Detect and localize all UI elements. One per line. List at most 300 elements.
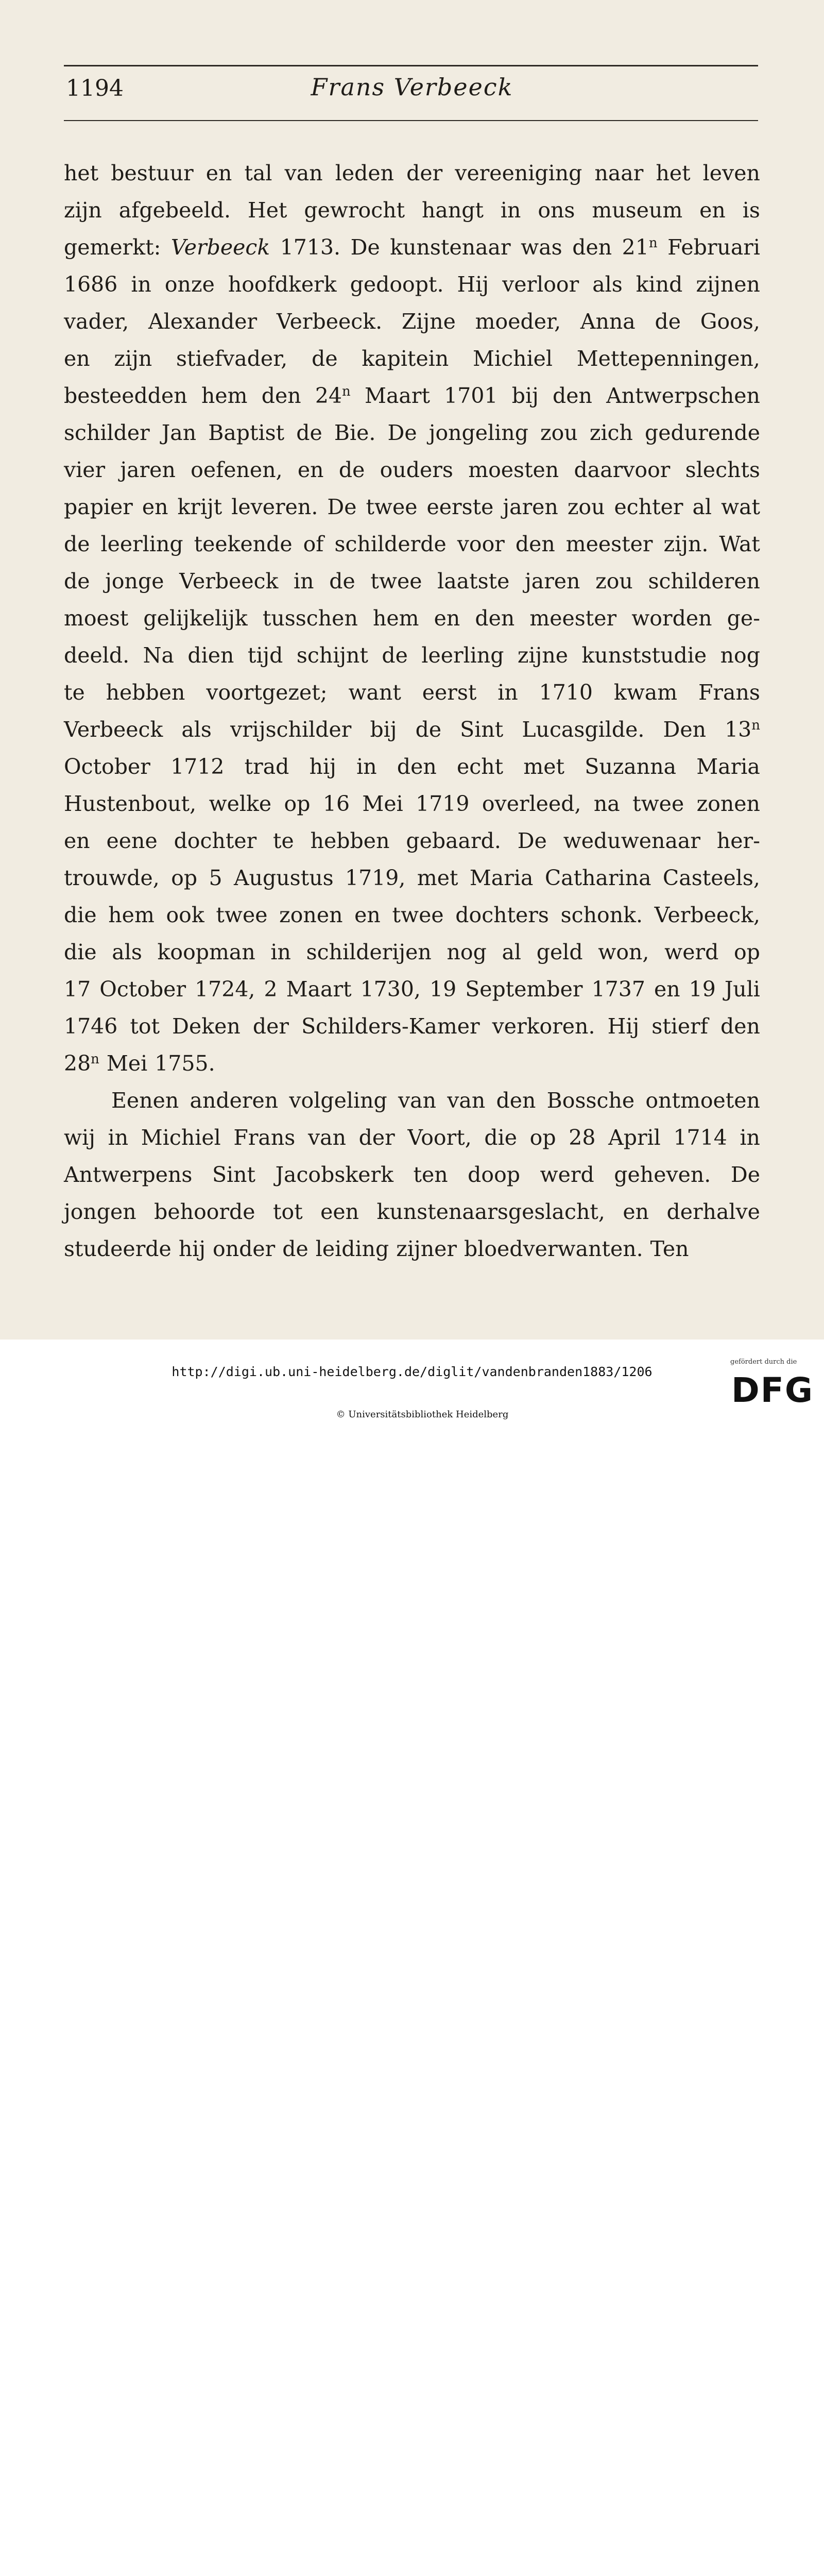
- word: tal: [244, 161, 272, 185]
- word: of: [303, 532, 324, 556]
- word: zou: [540, 420, 578, 445]
- word: in: [356, 754, 377, 779]
- word: en: [699, 198, 726, 223]
- word: trouwde,: [64, 866, 160, 890]
- word: teekende: [194, 532, 293, 556]
- word: Frans: [698, 680, 760, 705]
- word: hebben: [106, 680, 185, 705]
- text-line: [64, 822, 760, 859]
- word: gelijkelijk: [143, 606, 248, 631]
- word: 1714: [673, 1125, 727, 1150]
- word: en: [205, 161, 232, 185]
- text-line: [64, 526, 760, 563]
- word: in: [500, 198, 521, 223]
- word: 1724,: [195, 977, 255, 1002]
- word: hebben: [310, 828, 390, 853]
- word: jaren: [120, 457, 176, 482]
- word: nog: [720, 643, 760, 668]
- word: zou: [567, 495, 605, 519]
- text-line: [64, 266, 760, 303]
- word: gebaard.: [406, 828, 501, 853]
- word: besteedden: [64, 383, 187, 408]
- word: Deken: [172, 1014, 241, 1039]
- text-line: [64, 600, 760, 637]
- word: met: [417, 866, 458, 890]
- word: doop: [468, 1162, 521, 1187]
- word: Jan: [161, 420, 197, 445]
- text-line: [64, 1082, 760, 1119]
- word: in: [270, 940, 291, 964]
- word: Maart: [365, 383, 430, 408]
- word: ons: [538, 198, 575, 223]
- word: Jacobskerk: [275, 1162, 393, 1187]
- word: meester: [565, 532, 653, 556]
- word: die: [64, 903, 97, 927]
- word: voortgezet;: [206, 680, 328, 705]
- word: krijt: [177, 495, 222, 519]
- word: den: [397, 754, 437, 779]
- word: ge-: [727, 606, 760, 631]
- word: Goos,: [700, 309, 760, 334]
- word: Frans: [233, 1125, 296, 1150]
- funding-note: gefördert durch die: [730, 1358, 797, 1366]
- word: geld: [536, 940, 583, 964]
- word: is: [742, 198, 760, 223]
- word: Suzanna: [585, 754, 677, 779]
- text-line: [64, 896, 760, 934]
- word: Maria: [696, 754, 760, 779]
- word: schilderijen: [306, 940, 432, 964]
- word: 28$^n$: [64, 1051, 99, 1076]
- word: zijne: [517, 643, 569, 668]
- word: van: [447, 1088, 486, 1113]
- word: tijd: [247, 643, 283, 668]
- word: stiefvader,: [176, 346, 288, 371]
- word: De: [517, 828, 547, 853]
- word: behoorde: [154, 1199, 255, 1224]
- word: overleed,: [482, 791, 581, 816]
- word: wij: [64, 1125, 95, 1150]
- word: 1719: [416, 791, 470, 816]
- page-number: 1194: [66, 75, 124, 101]
- word: zich: [589, 420, 633, 445]
- word: gemerkt:: [64, 235, 161, 260]
- word: was: [521, 235, 562, 260]
- word: gewrocht: [304, 198, 405, 223]
- word: Het: [247, 198, 287, 223]
- word: slechts: [685, 457, 760, 482]
- word: ten: [413, 1162, 448, 1187]
- word: bij: [511, 383, 539, 408]
- word: vereeniging: [455, 161, 582, 185]
- word: den: [261, 383, 301, 408]
- text-line: [64, 451, 760, 488]
- word: tot: [273, 1199, 303, 1224]
- word: werd: [664, 940, 719, 964]
- word: Voort,: [407, 1125, 472, 1150]
- copyright-notice: © Universitätsbibliothek Heidelberg: [336, 1409, 509, 1420]
- word: hem: [201, 383, 248, 408]
- word: Den: [663, 717, 707, 742]
- word: de: [338, 457, 365, 482]
- word: zijner: [396, 1236, 457, 1261]
- word: naar: [594, 161, 644, 185]
- word: en: [64, 346, 90, 371]
- text-line: [64, 637, 760, 674]
- word: leerling: [421, 643, 504, 668]
- word: won,: [598, 940, 649, 964]
- word: Ten: [650, 1236, 689, 1261]
- dfg-logo: DFG: [731, 1370, 814, 1410]
- word: jaren: [525, 569, 580, 594]
- text-line: [64, 1230, 760, 1267]
- word: twee: [370, 569, 422, 594]
- word: 13$^n$: [725, 717, 760, 742]
- word: in: [131, 272, 151, 297]
- text-line: [64, 155, 760, 192]
- text-line: [64, 1119, 760, 1156]
- word: als: [112, 940, 142, 964]
- word: en: [354, 903, 381, 927]
- word: Zijne: [401, 309, 456, 334]
- word: eene: [106, 828, 158, 853]
- text-line: [64, 971, 760, 1008]
- word: en: [623, 1199, 649, 1224]
- word: dochters: [455, 903, 549, 927]
- word: vrijschilder: [230, 717, 352, 742]
- word: twee: [632, 791, 684, 816]
- word: bij: [370, 717, 397, 742]
- text-line: [64, 414, 760, 451]
- word: jongen: [64, 1199, 136, 1224]
- word: Michiel: [473, 346, 553, 371]
- word: de: [655, 309, 681, 334]
- text-line: [64, 303, 760, 340]
- word: Maart: [286, 977, 352, 1002]
- text-line: [64, 563, 760, 600]
- body-text: [64, 155, 760, 1267]
- word: want: [348, 680, 401, 705]
- word: hij: [178, 1236, 206, 1261]
- text-line: [64, 1008, 760, 1045]
- word: onder: [213, 1236, 276, 1261]
- word: Mei: [106, 1051, 148, 1076]
- word: Casteels,: [662, 866, 760, 890]
- word: al: [502, 940, 522, 964]
- word: anderen: [190, 1088, 279, 1113]
- word: de: [64, 569, 90, 594]
- word: September: [465, 977, 583, 1002]
- word: en: [142, 495, 168, 519]
- text-line: [64, 1193, 760, 1230]
- text-line: [64, 192, 760, 229]
- word: derhalve: [666, 1199, 760, 1224]
- word: Catharina: [544, 866, 651, 890]
- text-line: [64, 340, 760, 377]
- word: leiding: [315, 1236, 389, 1261]
- word: 24$^n$: [315, 383, 351, 408]
- source-url-link[interactable]: http://digi.ub.uni-heidelberg.de/diglit/vandenbranden1883/1206: [171, 1364, 653, 1379]
- word: den: [572, 235, 612, 260]
- word: Augustus: [234, 866, 334, 890]
- word: tot: [130, 1014, 160, 1039]
- word: 17: [64, 977, 91, 1002]
- word: ontmoeten: [645, 1088, 760, 1113]
- word: 1737: [591, 977, 645, 1002]
- word: werd: [540, 1162, 594, 1187]
- word: kwam: [613, 680, 678, 705]
- word: den: [515, 532, 555, 556]
- word: moesten: [468, 457, 559, 482]
- word: de: [64, 532, 90, 556]
- word: hem: [372, 606, 419, 631]
- word: nog: [447, 940, 487, 964]
- word: Na: [143, 643, 174, 668]
- word: hij: [309, 754, 336, 779]
- text-line: [64, 229, 760, 266]
- word: Verbeeck: [64, 717, 163, 742]
- word: op: [171, 866, 198, 890]
- text-line: [64, 748, 760, 785]
- word: als: [181, 717, 212, 742]
- word: twee: [392, 903, 444, 927]
- word: eerst: [422, 680, 477, 705]
- word: jonge: [105, 569, 164, 594]
- word: kunstenaarsgeslacht,: [376, 1199, 605, 1224]
- word: Bie.: [334, 420, 376, 445]
- running-title: Frans Verbeeck: [311, 73, 513, 101]
- word: Eenen: [111, 1088, 179, 1113]
- word: als: [592, 272, 623, 297]
- word: op: [529, 1125, 556, 1150]
- word: schilder: [64, 420, 150, 445]
- word: Schilders-Kamer: [301, 1014, 480, 1039]
- word: 1755.: [154, 1051, 215, 1076]
- word: studeerde: [64, 1236, 171, 1261]
- word: vier: [64, 457, 106, 482]
- word: schilderde: [334, 532, 447, 556]
- word: Sint: [460, 717, 504, 742]
- word: tusschen: [262, 606, 358, 631]
- word: 1701: [444, 383, 498, 408]
- word: Hij: [607, 1014, 640, 1039]
- word: laatste: [437, 569, 510, 594]
- word: een: [320, 1199, 359, 1224]
- word: hangt: [422, 198, 484, 223]
- word: hoofdkerk: [228, 272, 337, 297]
- word: vader,: [64, 309, 129, 334]
- word: van: [398, 1088, 436, 1113]
- header-rule-bottom: [64, 120, 758, 121]
- word: in: [294, 569, 314, 594]
- word: Verbeeck.: [276, 309, 383, 334]
- word: October: [64, 754, 150, 779]
- word: Mettepenningen,: [576, 346, 760, 371]
- word: op: [733, 940, 760, 964]
- word: moest: [64, 606, 129, 631]
- word: zijn.: [663, 532, 709, 556]
- word: moeder,: [475, 309, 561, 334]
- word: Hij: [457, 272, 489, 297]
- word: Anna: [580, 309, 636, 334]
- word: zou: [595, 569, 633, 594]
- word: kunststudie: [581, 643, 707, 668]
- word: 19: [430, 977, 457, 1002]
- word: koopman: [157, 940, 255, 964]
- word: in: [740, 1125, 760, 1150]
- word: October: [99, 977, 186, 1002]
- word: den: [720, 1014, 760, 1039]
- word: kapitein: [362, 346, 449, 371]
- word: Alexander: [148, 309, 258, 334]
- word: leven: [702, 161, 760, 185]
- text-line: [64, 377, 760, 414]
- word: gedoopt.: [350, 272, 444, 297]
- word: Lucasgilde.: [522, 717, 645, 742]
- word: het: [64, 161, 99, 185]
- word: schonk.: [560, 903, 643, 927]
- word: museum: [592, 198, 683, 223]
- word: April: [608, 1125, 661, 1150]
- text-line: [64, 1045, 760, 1082]
- word: op: [284, 791, 311, 816]
- word: zijn: [64, 198, 102, 223]
- word: zonen: [696, 791, 760, 816]
- word: her-: [716, 828, 760, 853]
- word: kunstenaar: [390, 235, 511, 260]
- word: oefenen,: [191, 457, 283, 482]
- word: de: [296, 420, 322, 445]
- word: die: [64, 940, 97, 964]
- word: wat: [720, 495, 760, 519]
- word: het: [656, 161, 691, 185]
- word: al: [692, 495, 712, 519]
- word: 1719,: [345, 866, 406, 890]
- word: 1746: [64, 1014, 118, 1039]
- word: jaren: [503, 495, 558, 519]
- word: Antwerpschen: [606, 383, 760, 408]
- word: 1686: [64, 272, 118, 297]
- word: papier: [64, 495, 133, 519]
- word: jongeling: [428, 420, 528, 445]
- word: Antwerpens: [64, 1162, 193, 1187]
- word: en: [654, 977, 680, 1002]
- word: der: [406, 161, 443, 185]
- word: 16: [322, 791, 350, 816]
- word: voor: [457, 532, 505, 556]
- word: de: [329, 569, 355, 594]
- word: stierf: [651, 1014, 708, 1039]
- word: worden: [631, 606, 712, 631]
- word: Sint: [212, 1162, 256, 1187]
- word: meester: [529, 606, 617, 631]
- word: te: [273, 828, 294, 853]
- word: 21$^n$: [622, 235, 658, 260]
- word: hem: [108, 903, 154, 927]
- word: te: [64, 680, 85, 705]
- word: twee: [216, 903, 268, 927]
- word: Verbeeck: [170, 235, 270, 260]
- word: verkoren.: [492, 1014, 595, 1039]
- word: schilderen: [648, 569, 760, 594]
- word: 1712: [170, 754, 225, 779]
- word: ook: [166, 903, 204, 927]
- word: Wat: [719, 532, 760, 556]
- word: schijnt: [296, 643, 368, 668]
- word: 19: [689, 977, 716, 1002]
- word: echt: [457, 754, 504, 779]
- word: dien: [187, 643, 234, 668]
- word: volgeling: [289, 1088, 387, 1113]
- word: De: [730, 1162, 760, 1187]
- word: der: [358, 1125, 395, 1150]
- word: van: [307, 1125, 346, 1150]
- word: leerling: [100, 532, 183, 556]
- word: de: [282, 1236, 308, 1261]
- word: Baptist: [208, 420, 285, 445]
- text-line: [64, 674, 760, 711]
- word: afgebeeld.: [118, 198, 231, 223]
- word: bloedverwanten.: [464, 1236, 643, 1261]
- word: daarvoor: [574, 457, 671, 482]
- word: den: [475, 606, 515, 631]
- text-line: [64, 1156, 760, 1193]
- word: dochter: [174, 828, 257, 853]
- text-line: [64, 859, 760, 896]
- word: De: [350, 235, 380, 260]
- word: 1713.: [280, 235, 341, 260]
- word: der: [252, 1014, 289, 1039]
- text-line: [64, 488, 760, 526]
- word: gedurende: [645, 420, 760, 445]
- word: 1710: [539, 680, 593, 705]
- word: trad: [244, 754, 289, 779]
- word: Juli: [724, 977, 760, 1002]
- word: zijn: [114, 346, 152, 371]
- word: 2: [264, 977, 278, 1002]
- word: onze: [164, 272, 215, 297]
- header-rule-top: [64, 65, 758, 66]
- word: Bossche: [546, 1088, 635, 1113]
- word: De: [387, 420, 417, 445]
- word: leden: [335, 161, 394, 185]
- word: van: [284, 161, 323, 185]
- word: verloor: [502, 272, 579, 297]
- word: Verbeeck,: [654, 903, 760, 927]
- text-line: [64, 785, 760, 822]
- word: in: [108, 1125, 129, 1150]
- word: eerste: [426, 495, 494, 519]
- word: zijnen: [696, 272, 760, 297]
- word: De: [327, 495, 357, 519]
- word: na: [593, 791, 620, 816]
- word: Maria: [469, 866, 534, 890]
- word: Februari: [667, 235, 760, 260]
- word: 28: [569, 1125, 596, 1150]
- word: kind: [636, 272, 683, 297]
- word: twee: [366, 495, 418, 519]
- word: den: [553, 383, 592, 408]
- word: weduwenaar: [563, 828, 700, 853]
- word: Hustenbout,: [64, 791, 197, 816]
- word: met: [523, 754, 565, 779]
- word: welke: [209, 791, 272, 816]
- word: Michiel: [141, 1125, 221, 1150]
- word: 5: [209, 866, 222, 890]
- word: en: [297, 457, 324, 482]
- text-line: [64, 934, 760, 971]
- word: Mei: [362, 791, 403, 816]
